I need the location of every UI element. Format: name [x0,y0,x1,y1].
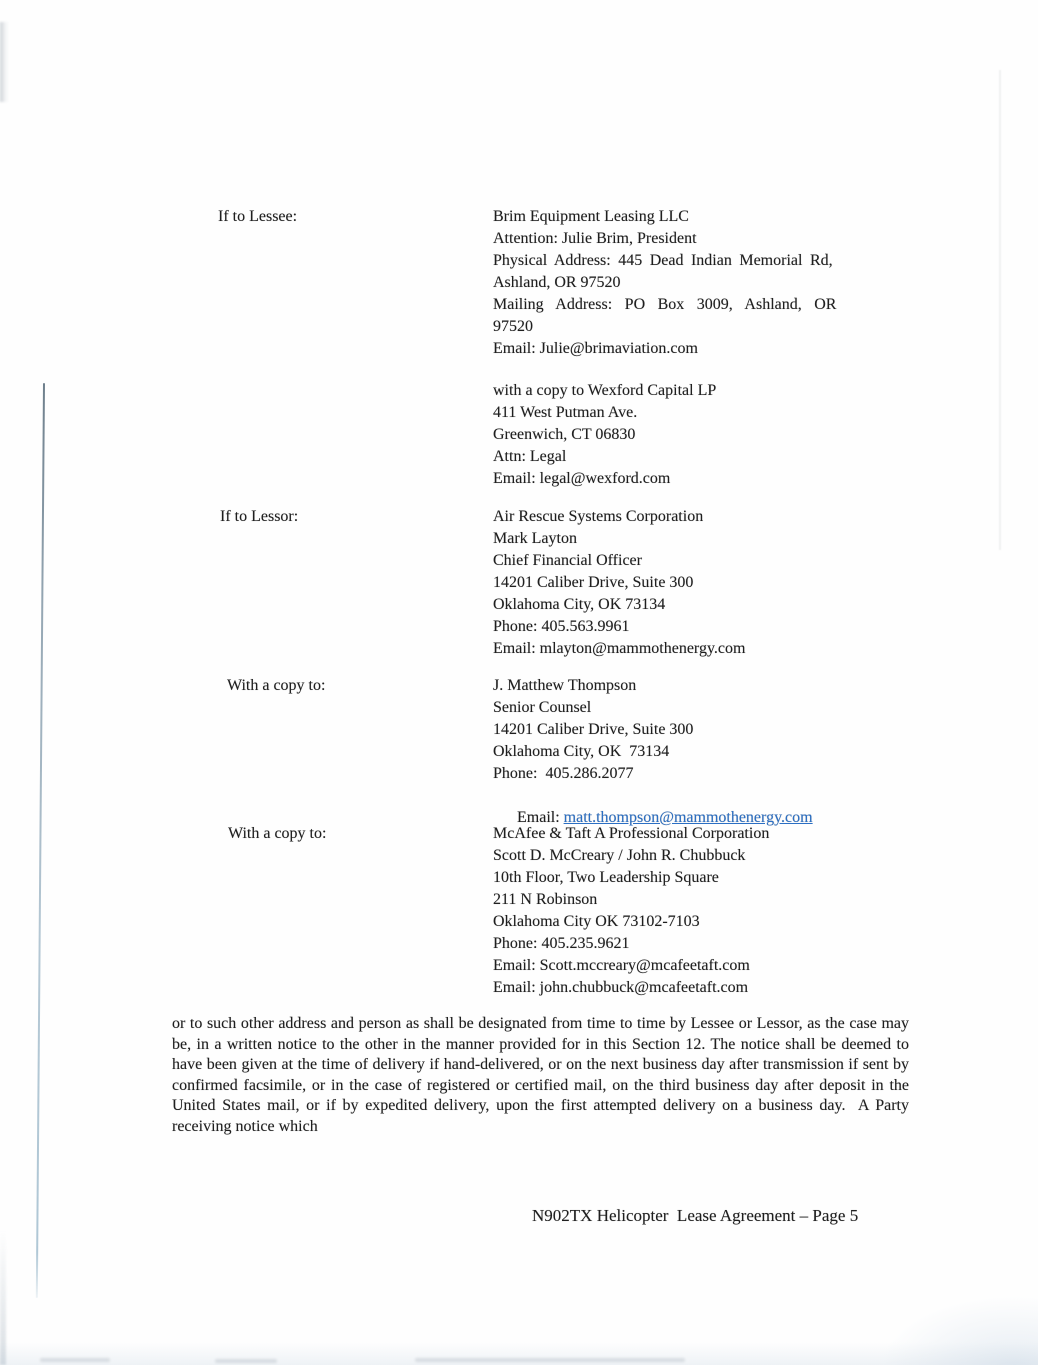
contact-line: Senior Counsel [493,699,592,716]
contact-line: Chief Financial Officer [493,552,642,569]
contact-line: Email: Julie@brimaviation.com [493,340,698,357]
scan-smudge-top-left [0,22,9,102]
contact-line: Oklahoma City, OK 73134 [493,743,670,760]
notice-paragraph: or to such other address and person as shall be designated from time to time by Lessee or Lessor, as the case may be, in a written notice to the other in the manner provided for in this Section 12. The notice shall be deemed to have been given at the time of delivery if hand-delivered, or on the next business day after transmission if sent by confirmed facsimile, or in the case of registered or certified mail, on the third business day after deposit in the United States mail, or if by expedited delivery, upon the first attempted delivery on a business day. A Party receiving notice which [172,1015,913,1135]
contact-line: Air Rescue Systems Corporation [493,508,704,525]
scan-shadow-bottom-left [0,1230,6,1365]
notice-label-lessee: If to Lessee: [218,208,298,225]
contact-line: Mailing Address: PO Box 3009, Ashland, OR [493,296,837,313]
scan-speck [215,1359,277,1363]
scan-speck [415,1358,685,1362]
scan-line-left [36,383,45,1298]
lessee-contact-block [493,206,885,360]
contact-line: Phone: 405.286.2077 [493,765,634,782]
lessor-contact-block [493,506,885,660]
contact-line: Oklahoma City OK 73102-7103 [493,913,700,930]
contact-line: Ashland, OR 97520 [493,274,621,291]
contact-line: Email: legal@wexford.com [493,470,671,487]
notice-label-lessor: If to Lessor: [220,508,299,525]
copy2-contact-block [493,823,885,999]
contact-line: Phone: 405.235.9621 [493,935,630,952]
contact-line: Attention: Julie Brim, President [493,230,697,247]
contact-line: Greenwich, CT 06830 [493,426,636,443]
lessee-copy-contact-block [493,380,885,490]
page-footer: N902TX Helicopter Lease Agreement – Page 5 [532,1206,859,1225]
contact-line: Oklahoma City, OK 73134 [493,596,666,613]
contact-line: Phone: 405.563.9961 [493,618,630,635]
contact-line: Email: mlayton@mammothenergy.com [493,640,746,657]
contact-line: 97520 [493,318,533,335]
contact-line: Mark Layton [493,530,577,547]
contact-line: 211 N Robinson [493,891,598,908]
contact-line: Physical Address: 445 Dead Indian Memorial Rd, [493,252,833,269]
contact-line: 14201 Caliber Drive, Suite 300 [493,574,694,591]
email-link[interactable]: matt.thompson@mammothenergy.com [563,809,813,826]
scan-smudge-bottom-right [880,1295,1038,1365]
contact-line: with a copy to Wexford Capital LP [493,382,717,399]
contact-line: 411 West Putman Ave. [493,404,638,421]
scan-speck [40,1358,110,1362]
contact-line: Email: john.chubbuck@mcafeetaft.com [493,979,749,996]
scan-line-right [999,70,1001,550]
contact-line: Attn: Legal [493,448,567,465]
contact-line: J. Matthew Thompson [493,677,637,694]
contact-line: 14201 Caliber Drive, Suite 300 [493,721,694,738]
contact-line: 10th Floor, Two Leadership Square [493,869,719,886]
contact-line: Email: Scott.mccreary@mcafeetaft.com [493,957,750,974]
contact-line: McAfee & Taft A Professional Corporation [493,825,770,842]
email-label: Email: [517,809,564,826]
notice-label-copy-1: With a copy to: [227,677,326,694]
notice-label-copy-2: With a copy to: [228,825,327,842]
contact-line: Brim Equipment Leasing LLC [493,208,689,225]
contact-line: Scott D. McCreary / John R. Chubbuck [493,847,746,864]
